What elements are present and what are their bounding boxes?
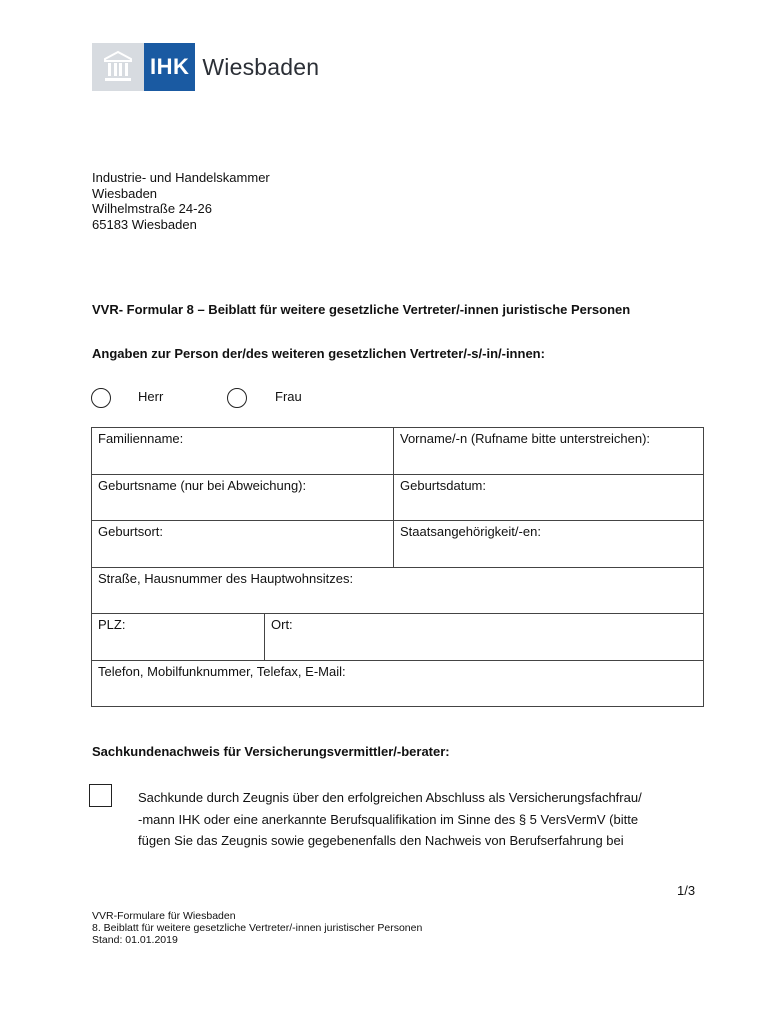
field-strasse[interactable] [92, 568, 703, 614]
radio-frau[interactable] [227, 388, 247, 408]
field-geburtsname[interactable] [92, 475, 394, 521]
text-line: fügen Sie das Zeugnis sowie gegebenenfalls den Nachweis von Berufserfahrung bei [138, 833, 624, 848]
footer-line: VVR-Formulare für Wiesbaden [92, 910, 236, 922]
address-line: Wilhelmstraße 24-26 [92, 201, 212, 216]
field-vorname[interactable] [394, 428, 703, 474]
label-frau: Frau [275, 389, 302, 404]
logo-city-text: Wiesbaden [202, 53, 320, 80]
field-label: Vorname/-n (Rufname bitte unterstreichen): [400, 431, 651, 446]
field-label: Telefon, Mobilfunknummer, Telefax, E-Mail: [98, 663, 346, 679]
radio-herr[interactable] [91, 388, 111, 408]
form-title: VVR- Formular 8 – Beiblatt für weitere gesetzliche Vertreter/-innen juristische Personen [92, 302, 631, 317]
text-line: -mann IHK oder eine anerkannte Berufsqualifikation im Sinne des § 5 VersVermV (bitte [138, 811, 639, 827]
table-row [92, 475, 703, 522]
sachkunde-text [138, 787, 642, 852]
table-row [92, 428, 703, 475]
field-label: Geburtsdatum: [400, 477, 486, 493]
field-plz[interactable] [92, 614, 265, 660]
address-line: Industrie- und Handelskammer [92, 170, 270, 185]
sachkunde-checkbox[interactable] [89, 784, 112, 807]
field-label: Familienname: [98, 431, 184, 446]
address-line: 65183 Wiesbaden [92, 216, 197, 232]
field-label: Straße, Hausnummer des Hauptwohnsitzes: [98, 570, 354, 586]
field-ort[interactable] [265, 614, 703, 660]
text-line: Sachkunde durch Zeugnis über den erfolgreichen Abschluss als Versicherungsfachfrau/ [138, 790, 642, 805]
field-geburtsdatum[interactable] [394, 475, 703, 521]
field-label: Geburtsname (nur bei Abweichung): [98, 477, 307, 493]
building-icon [92, 43, 144, 91]
label-herr: Herr [138, 389, 164, 404]
field-label: PLZ: [98, 617, 126, 632]
table-row [92, 661, 703, 708]
field-label: Staatsangehörigkeit/-en: [400, 524, 541, 539]
person-section-heading: Angaben zur Person der/des weiteren gesetzlichen Vertreter/-s/-in/-innen: [92, 346, 545, 361]
footer-line: 8. Beiblatt für weitere gesetzliche Vertreter/-innen juristischer Personen [92, 922, 423, 934]
address-line: Wiesbaden [92, 185, 158, 201]
logo-ihk-text: IHK [144, 43, 195, 91]
table-row [92, 521, 703, 568]
field-geburtsort[interactable] [92, 521, 394, 567]
ihk-logo [92, 43, 319, 91]
field-kontakt[interactable] [92, 661, 703, 708]
table-row [92, 614, 703, 661]
field-familienname[interactable] [92, 428, 394, 474]
page-number: 1/3 [677, 883, 696, 898]
footer-line: Stand: 01.01.2019 [92, 934, 178, 946]
person-data-table [91, 427, 704, 707]
recipient-address [92, 170, 270, 232]
page-footer [92, 910, 422, 946]
field-label: Ort: [271, 617, 293, 632]
sachkunde-heading: Sachkundenachweis für Versicherungsvermittler/-berater: [92, 744, 450, 759]
field-label: Geburtsort: [98, 524, 164, 539]
table-row [92, 568, 703, 615]
field-staatsangehoerigkeit[interactable] [394, 521, 703, 567]
